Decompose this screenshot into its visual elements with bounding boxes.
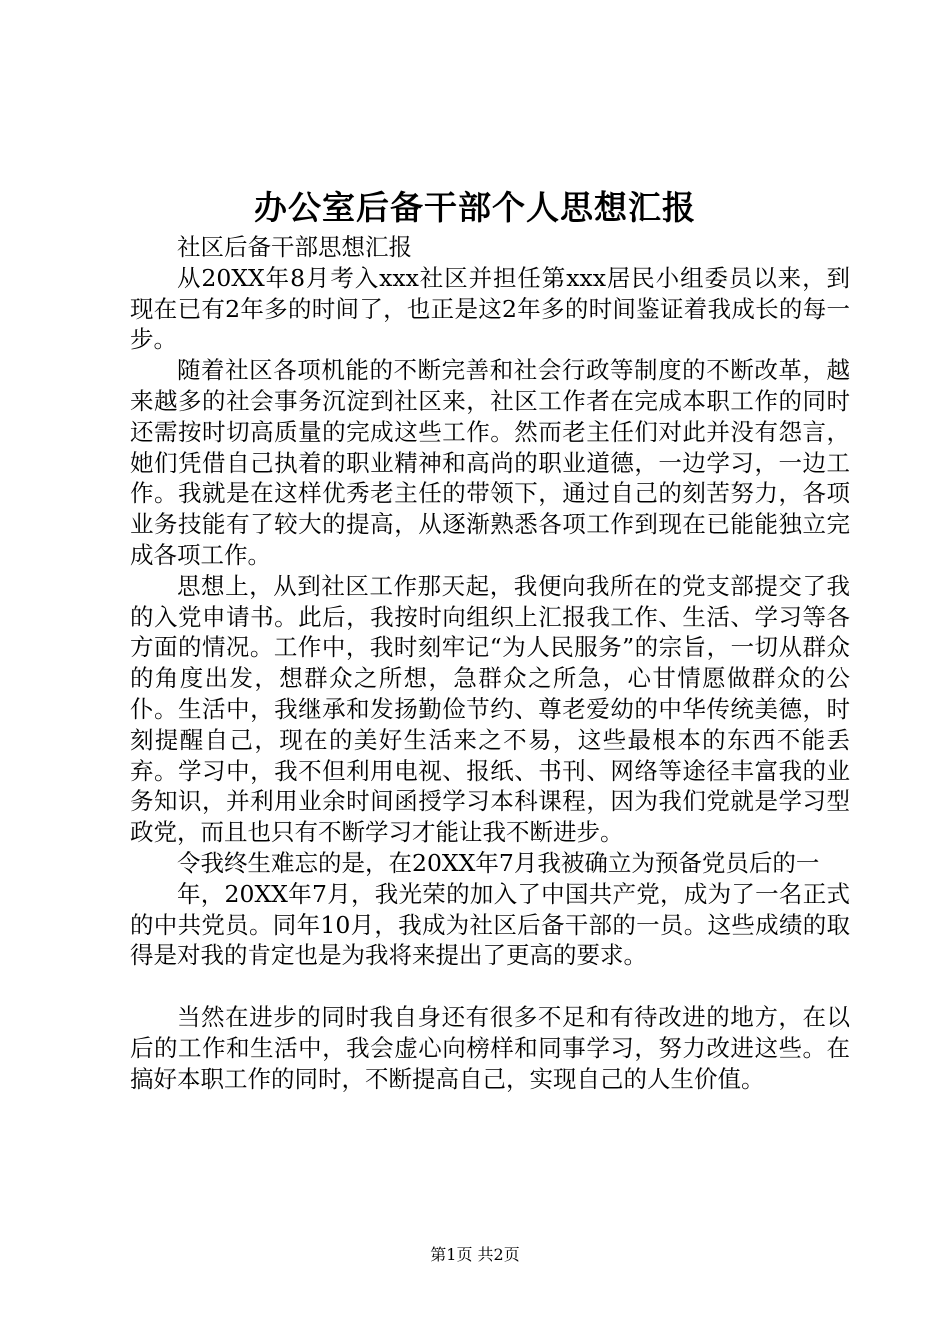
paragraph-thought: 思想上，从到社区工作那天起，我便向我所在的党支部提交了我的入党申请书。此后，我按时向组织上汇报我工作、生活、学习等各方面的情况。工作中，我时刻牢记“为人民服务”的宗旨，一切从群众的角度出发，想群众之所想，急群众之所急，心甘情愿做群众的公仆。生活中，我继承和发扬勤俭节约、尊老爱幼的中华传统美德，时刻提醒自己，现在的美好生活来之不易，这些最根本的东西不能丢弃。学习中，我不但利用电视、报纸、书刊、网络等途径丰富我的业务知识，并利用业余时间函授学习本科课程，因为我们党就是学习型政党，而且也只有不断学习才能让我不断进步。 [130, 571, 850, 847]
document-body [130, 232, 850, 1094]
page-footer: 第1页 共2页 [430, 1245, 520, 1264]
paragraph-subtitle: 社区后备干部思想汇报 [177, 233, 412, 261]
paragraph-work: 随着社区各项机能的不断完善和社会行政等制度的不断改革，越来越多的社会事务沉淀到社区来，社区工作者在完成本职工作的同时还需按时切高质量的完成这些工作。然而老主任们对此并没有怨言，她们凭借自己执着的职业精神和高尚的职业道德，一边学习，一边工作。我就是在这样优秀老主任的带领下，通过自己的刻苦努力，各项业务技能有了较大的提高，从逐渐熟悉各项工作到现在已能能独立完成各项工作。 [130, 356, 850, 569]
blank-line [130, 971, 850, 1002]
paragraph-party-member: 年，20XX年7月，我光荣的加入了中国共产党，成为了一名正式的中共党员。同年10月，我成为社区后备干部的一员。这些成绩的取得是对我的肯定也是为我将来提出了更高的要求。 [130, 879, 850, 970]
document-title: 办公室后备干部个人思想汇报 [254, 188, 696, 227]
paragraph-intro: 从20XX年8月考入xxx社区并担任第xxx居民小组委员以来，到现在已有2年多的时间了，也正是这2年多的时间鉴证着我成长的每一步。 [130, 263, 850, 354]
paragraph-conclusion: 当然在进步的同时我自身还有很多不足和有待改进的地方，在以后的工作和生活中，我会虚心向榜样和同事学习，努力改进这些。在搞好本职工作的同时，不断提高自己，实现自己的人生价值。 [130, 1002, 850, 1093]
paragraph-memorable: 令我终生难忘的是，在20XX年7月我被确立为预备党员后的一 [177, 848, 820, 877]
